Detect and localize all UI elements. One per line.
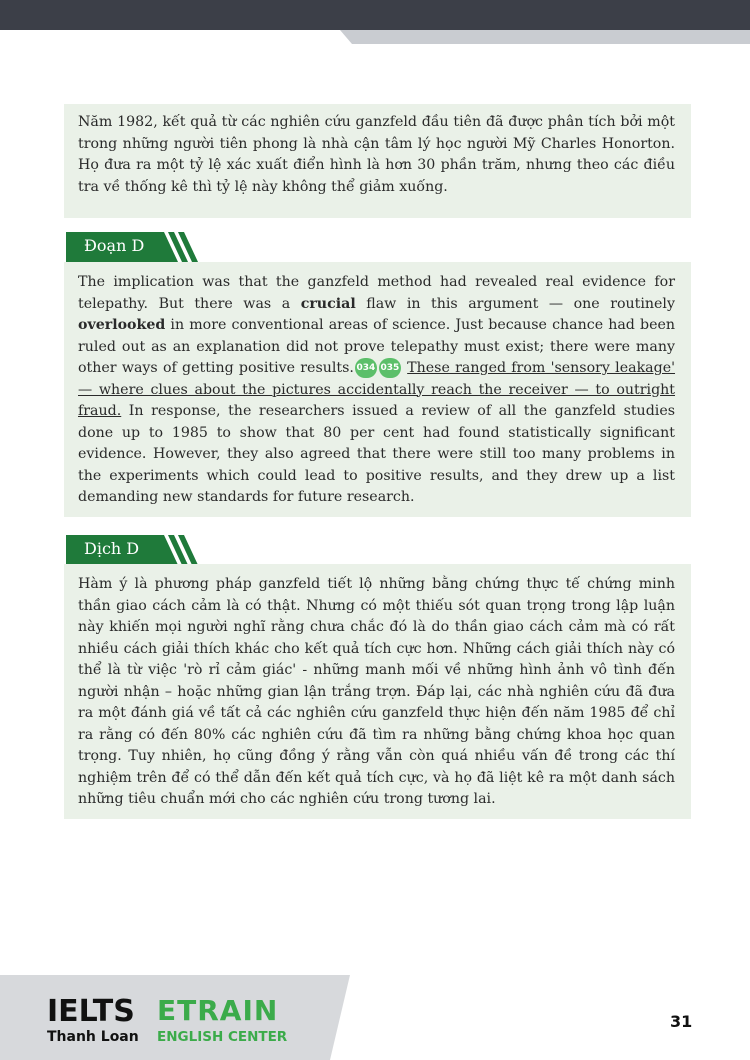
section-label-dich-d — [66, 535, 198, 565]
page-number: 31 — [670, 1012, 693, 1031]
vietnamese-paragraph-text: Năm 1982, kết quả từ các nghiên cứu ganzfeld đầu tiên đã được phân tích bởi một trong những người tiên phong là nhà cận tâm lý học người Mỹ Charles Honorton. Họ đưa ra một tỷ lệ xác xuất điển hình là hơn 30 phần trăm, nhưng theo các điều tra về thống kê thì tỷ lệ này không thể giảm xuống. — [78, 114, 675, 195]
passage-text-4: In response, the researchers issued a review of all the ganzfeld studies done up to 1985 to show that 80 per cent had found statistically significant evidence. However, they also agreed that there were still too many problems in the experiments which could lead to positive results, and they drew up a list demanding new standards for future research. — [78, 403, 675, 505]
passage-text-1: The implication was that the ganzfeld method had revealed real evidence for telepathy. But there was a — [78, 274, 675, 312]
english-passage-panel — [64, 262, 691, 517]
question-badge-035: 035 — [379, 358, 401, 378]
question-badge-034: 034 — [355, 358, 377, 378]
section-label-text: Đoạn D — [84, 236, 145, 255]
translation-panel — [64, 564, 691, 819]
keyword-overlooked: overlooked — [78, 317, 166, 333]
logo-ielts: IELTS — [47, 994, 135, 1029]
passage-text-3: in more conventional areas of science. Just because chance had been ruled out as an explanation did not prove telepathy must exist; there were many other ways of getting positive results. — [78, 317, 675, 376]
passage-text-2: flaw in this argument — one routinely — [355, 295, 675, 312]
section-label-text: Dịch D — [84, 539, 140, 558]
keyword-crucial: crucial — [300, 295, 356, 312]
logo-etrain: ETRAIN — [157, 994, 279, 1027]
logo-english-center: ENGLISH CENTER — [157, 1029, 288, 1045]
vietnamese-paragraph-panel — [64, 104, 691, 218]
top-header-bar — [0, 0, 750, 30]
section-label-doan-d — [66, 232, 198, 262]
logo-thanh-loan: Thanh Loan — [47, 1029, 139, 1045]
top-header-accent — [340, 30, 750, 44]
underlined-answer-text: These ranged from 'sensory leakage' — where clues about the pictures accidentally reach the receiver — to outright fraud. — [78, 360, 676, 419]
translation-text: Hàm ý là phương pháp ganzfeld tiết lộ những bằng chứng thực tế chứng minh thần giao cách cảm là có thật. Nhưng có một thiếu sót quan trọng trong lập luận này khiến mọi người nghĩ rằng chưa chắc đó là do thần giao cách cảm mà có rất nhiều cách giải thích khác cho kết quả tích cực hơn. Những cách giải thích này có thể là từ việc 'rò rỉ cảm giác' - những manh mối về những hình ảnh vô tình đến người nhận – hoặc những gian lận trắng trợn. Đáp lại, các nhà nghiên cứu đã đưa ra một đánh giá về tất cả các nghiên cứu ganzfeld thực hiện đến năm 1985 để chỉ ra rằng có đến 80% các nghiên cứu đã tìm ra những bằng chứng khoa học quan trọng. Tuy nhiên, họ cũng đồng ý rằng vẫn còn quá nhiều vấn đề trong các thí nghiệm trên để có thể dẫn đến kết quả tích cực, và họ đã liệt kê ra một danh sách những tiêu chuẩn mới cho các nghiên cứu trong tương lai. — [78, 576, 675, 807]
